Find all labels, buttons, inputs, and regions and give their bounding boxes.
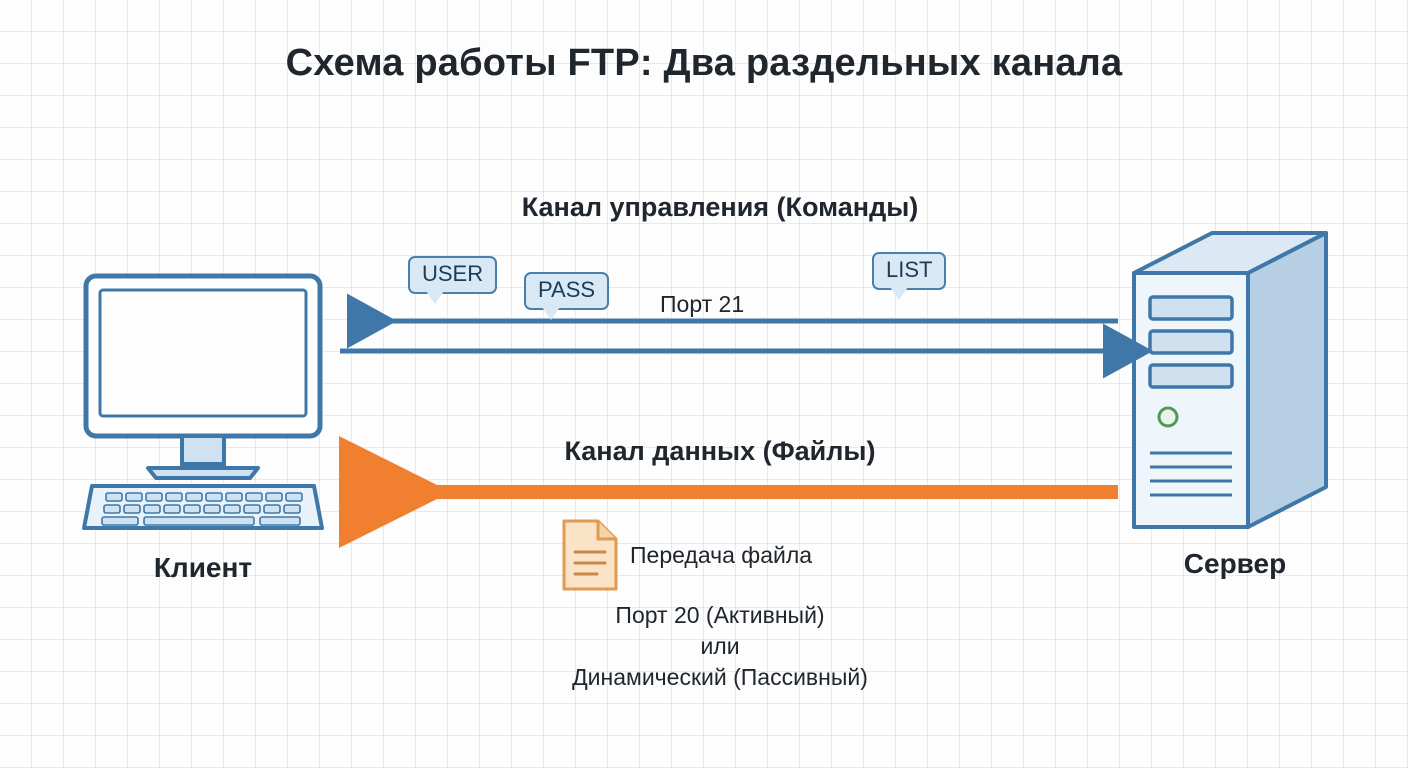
server-label: Сервер xyxy=(1183,548,1287,579)
file-transfer-note xyxy=(560,518,812,592)
file-icon xyxy=(560,518,620,592)
command-bubble-list-label: LIST xyxy=(886,257,933,282)
command-bubble-user-label: USER xyxy=(422,261,484,286)
data-channel-title: Канал данных (Файлы) xyxy=(564,436,876,466)
bubble-tail xyxy=(426,291,444,304)
control-port-label: Порт 21 xyxy=(660,291,745,317)
command-bubble-pass xyxy=(524,272,609,310)
data-port-line-3: Динамический (Пассивный) xyxy=(572,664,868,691)
data-port-line-2: или xyxy=(700,633,740,660)
control-channel-title: Канал управления (Команды) xyxy=(521,192,919,222)
data-port-description xyxy=(410,600,1030,693)
bubble-tail xyxy=(542,307,560,320)
data-port-line-1: Порт 20 (Активный) xyxy=(615,602,825,628)
client-label: Клиент xyxy=(153,552,253,583)
page-title: Схема работы FTP: Два раздельных канала xyxy=(285,42,1123,84)
command-bubble-user xyxy=(408,256,497,294)
command-bubble-pass-label: PASS xyxy=(538,277,596,302)
command-bubble-list xyxy=(872,252,946,290)
file-transfer-label: Передача файла xyxy=(630,541,813,568)
bubble-tail xyxy=(890,287,908,300)
